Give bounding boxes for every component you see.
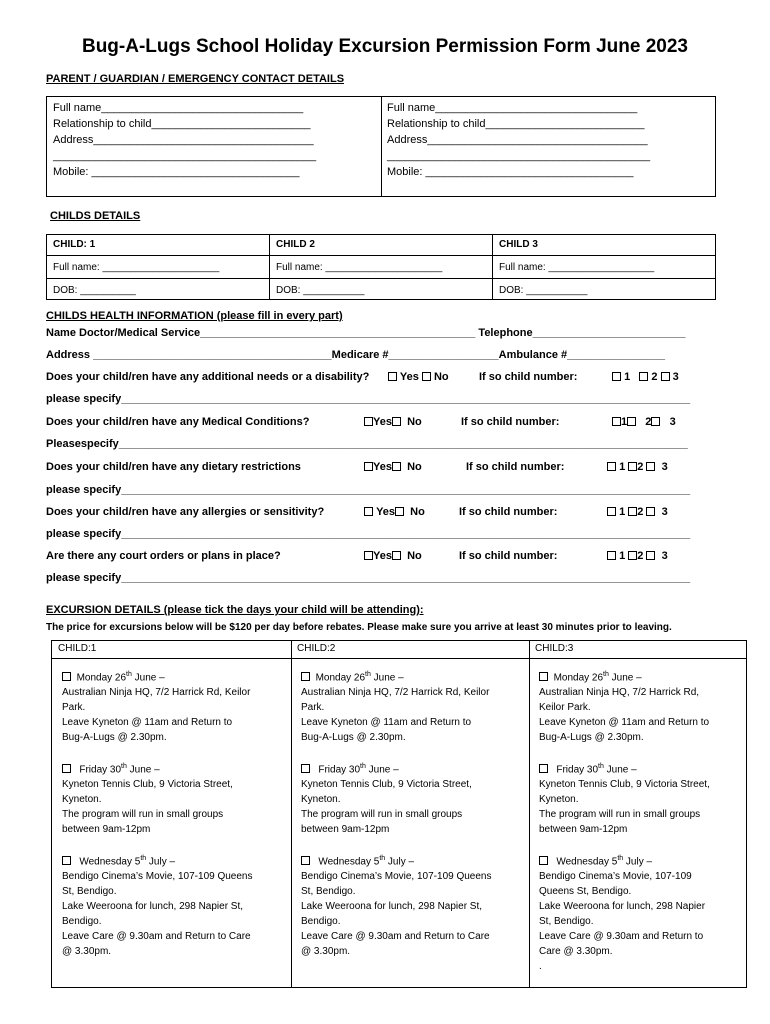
friday-block-child-3: [539, 759, 740, 837]
child-3-label: CHILD 3: [499, 239, 538, 250]
question-3-specify[interactable]: please specify_____________________________________________________________________________________________: [46, 484, 691, 496]
number-label: 2: [637, 461, 644, 473]
friday-line: Kyneton Tennis Club, 9 Victoria Street,: [539, 779, 710, 791]
wednesday-line: St, Bendigo.: [62, 886, 117, 898]
friday-line: The program will run in small groups: [62, 809, 224, 821]
excursion-column-child-3: [529, 641, 746, 987]
ordinal-suffix: th: [379, 855, 386, 862]
parent-left-full-name[interactable]: Full name_________________________________: [53, 102, 304, 114]
monday-line: Australian Ninja HQ, 7/2 Harrick Rd, Keilor: [62, 687, 251, 699]
friday-block-child-2: [301, 759, 523, 837]
question-2-yes-checkbox[interactable]: [364, 417, 373, 426]
friday-checkbox-child-1[interactable]: [62, 764, 71, 773]
question-2-no-checkbox[interactable]: [392, 417, 401, 426]
monday-checkbox-child-3[interactable]: [539, 672, 548, 681]
friday-block-child-1: [62, 759, 285, 837]
wednesday-line: Leave Care @ 9.30am and Return to: [539, 931, 704, 943]
wednesday-day: Wednesday 5: [556, 856, 618, 868]
question-5-yes-no: [364, 550, 422, 562]
ordinal-suffix: th: [598, 763, 604, 770]
excursion-child-3-label: CHILD:3: [535, 643, 574, 654]
yes-label: Yes: [373, 416, 392, 428]
child-3-dob[interactable]: DOB: ___________: [499, 285, 588, 296]
number-label: 2: [637, 550, 644, 562]
friday-line: Kyneton Tennis Club, 9 Victoria Street,: [62, 779, 233, 791]
question-5: Are there any court orders or plans in place?: [46, 550, 281, 562]
question-2: Does your child/ren have any Medical Conditions?: [46, 416, 310, 428]
question-2-specify[interactable]: Pleasespecify_____________________________________________________________________________________________: [46, 438, 688, 450]
yes-label: Yes: [373, 461, 392, 473]
no-label: No: [410, 506, 425, 518]
question-5-child-1-checkbox[interactable]: [607, 551, 616, 560]
friday-line: Kyneton.: [301, 794, 341, 806]
question-4-no-checkbox[interactable]: [395, 507, 404, 516]
child-2-dob[interactable]: DOB: ___________: [276, 285, 365, 296]
child-2-full-name[interactable]: Full name: _____________________: [276, 262, 443, 273]
parent-contact-box: [46, 96, 716, 197]
monday-line: Australian Ninja HQ, 7/2 Harrick Rd,: [539, 687, 700, 699]
friday-month: June –: [365, 764, 399, 776]
monday-line: Park.: [301, 702, 325, 714]
question-1-child-3-checkbox[interactable]: [661, 372, 670, 381]
wednesday-line: St, Bendigo.: [301, 886, 356, 898]
excursion-table: [51, 640, 747, 988]
friday-checkbox-child-2[interactable]: [301, 764, 310, 773]
number-label: 1: [621, 416, 628, 428]
monday-month: June –: [131, 672, 165, 684]
wednesday-line: Bendigo.: [301, 916, 341, 928]
parent-left-column: [53, 100, 316, 180]
monday-line: Bug-A-Lugs @ 2.30pm.: [301, 732, 406, 744]
question-3-child-1-checkbox[interactable]: [607, 462, 616, 471]
excursion-child-2-label: CHILD:2: [297, 643, 336, 654]
monday-line: Leave Kyneton @ 11am and Return to: [62, 717, 233, 729]
question-2-child-numbers: [612, 416, 676, 428]
wednesday-block-child-3: [539, 851, 740, 974]
parent-right-relationship[interactable]: Relationship to child__________________________: [387, 118, 645, 130]
monday-line: Leave Kyneton @ 11am and Return to: [539, 717, 710, 729]
no-label: No: [407, 461, 422, 473]
wednesday-line: Bendigo Cinema’s Movie, 107-109 Queens: [301, 871, 492, 883]
wednesday-day: Wednesday 5: [79, 856, 141, 868]
number-label: 2: [645, 416, 652, 428]
excursion-heading: EXCURSION DETAILS (please tick the days your child will be attending):: [46, 604, 424, 616]
no-label: No: [407, 416, 422, 428]
ordinal-suffix: th: [126, 671, 132, 678]
question-5-child-3-checkbox[interactable]: [646, 551, 655, 560]
question-4-yes-checkbox[interactable]: [364, 507, 373, 516]
friday-day: Friday 30: [318, 764, 361, 776]
monday-checkbox-child-1[interactable]: [62, 672, 71, 681]
question-3-yes-checkbox[interactable]: [364, 462, 373, 471]
friday-month: June –: [603, 764, 637, 776]
ordinal-suffix: th: [140, 855, 147, 862]
question-2-child-2-checkbox[interactable]: [627, 417, 636, 426]
wednesday-checkbox-child-1[interactable]: [62, 856, 71, 865]
number-label: 1: [624, 371, 631, 383]
question-1-if-so: If so child number:: [479, 371, 578, 383]
question-3: Does your child/ren have any dietary restrictions: [46, 461, 301, 473]
question-4-child-2-checkbox[interactable]: [628, 507, 637, 516]
number-label: 3: [661, 550, 668, 562]
monday-line: Bug-A-Lugs @ 2.30pm.: [539, 732, 644, 744]
question-4-child-1-checkbox[interactable]: [607, 507, 616, 516]
monday-line: Park.: [62, 702, 86, 714]
parent-right-address-line-2[interactable]: ___________________________________________: [387, 150, 651, 162]
friday-day: Friday 30: [79, 764, 122, 776]
question-3-child-3-checkbox[interactable]: [646, 462, 655, 471]
wednesday-month: July –: [146, 856, 176, 868]
child-1-label: CHILD: 1: [53, 239, 96, 250]
question-5-yes-checkbox[interactable]: [364, 551, 373, 560]
question-3-no-checkbox[interactable]: [392, 462, 401, 471]
friday-day: Friday 30: [556, 764, 599, 776]
monday-checkbox-child-2[interactable]: [301, 672, 310, 681]
form-title: Bug-A-Lugs School Holiday Excursion Permission Form June 2023: [81, 36, 688, 57]
ordinal-suffix: th: [360, 763, 366, 770]
question-1-specify[interactable]: please specify_____________________________________________________________________________________________: [46, 393, 691, 405]
wednesday-line: @ 3.30pm.: [62, 946, 112, 958]
question-2-child-3-checkbox[interactable]: [651, 417, 660, 426]
friday-line: Kyneton Tennis Club, 9 Victoria Street,: [301, 779, 472, 791]
parent-right-column: [387, 100, 650, 180]
question-5-specify[interactable]: please specify_____________________________________________________________________________________________: [46, 572, 691, 584]
price-note: The price for excursions below will be $120 per day before rebates. Please make sure you arrive at least 30 minutes prior to leaving.: [46, 622, 672, 633]
wednesday-month: July –: [385, 856, 415, 868]
wednesday-block-child-2: [301, 851, 523, 959]
friday-line: Kyneton.: [62, 794, 102, 806]
question-5-child-numbers: [607, 550, 668, 562]
question-3-if-so: If so child number:: [466, 461, 565, 473]
monday-line: Leave Kyneton @ 11am and Return to: [301, 717, 472, 729]
question-2-child-1-checkbox[interactable]: [612, 417, 621, 426]
wednesday-line: Care @ 3.30pm.: [539, 946, 613, 958]
no-label: No: [407, 550, 422, 562]
parent-right-mobile[interactable]: Mobile: __________________________________: [387, 166, 634, 178]
question-1-child-2-checkbox[interactable]: [639, 372, 648, 381]
wednesday-line: Leave Care @ 9.30am and Return to Care: [62, 931, 251, 943]
wednesday-line: Lake Weeroona for lunch, 298 Napier: [539, 901, 706, 913]
question-3-child-numbers: [607, 461, 668, 473]
question-4-child-3-checkbox[interactable]: [646, 507, 655, 516]
wednesday-block-child-1: [62, 851, 285, 959]
doctor-line[interactable]: Name Doctor/Medical Service_____________________________________________ Telephone_________________________: [46, 327, 686, 339]
question-4-yes-no: [364, 506, 425, 518]
question-1-yes-no: [388, 371, 449, 383]
question-1: Does your child/ren have any additional needs or a disability?: [46, 371, 370, 383]
childs-details-table: [46, 234, 716, 300]
monday-line: Bug-A-Lugs @ 2.30pm.: [62, 732, 167, 744]
number-label: 3: [672, 371, 679, 383]
question-2-yes-no: [364, 416, 422, 428]
number-label: 1: [619, 461, 626, 473]
monday-line: Keilor Park.: [539, 702, 591, 714]
excursion-column-child-1: [52, 641, 291, 987]
excursion-child-1-label: CHILD:1: [58, 643, 97, 654]
monday-block-child-2: [301, 667, 523, 745]
friday-line: between 9am-12pm: [539, 824, 628, 836]
wednesday-line: Lake Weeroona for lunch, 298 Napier St,: [62, 901, 244, 913]
friday-line: Kyneton.: [539, 794, 579, 806]
monday-day: Monday 26: [315, 672, 366, 684]
monday-month: June –: [370, 672, 404, 684]
childs-details-heading: CHILDS DETAILS: [50, 210, 141, 222]
number-label: 1: [619, 550, 626, 562]
wednesday-line: Bendigo Cinema’s Movie, 107-109 Queens: [62, 871, 253, 883]
question-2-if-so: If so child number:: [461, 416, 560, 428]
parent-left-mobile[interactable]: Mobile: __________________________________: [53, 166, 300, 178]
monday-day: Monday 26: [76, 672, 127, 684]
number-label: 2: [651, 371, 658, 383]
number-label: 1: [619, 506, 626, 518]
wednesday-line: Queens St, Bendigo.: [539, 886, 632, 898]
question-5-no-checkbox[interactable]: [392, 551, 401, 560]
ordinal-suffix: th: [121, 763, 127, 770]
wednesday-line: Leave Care @ 9.30am and Return to Care: [301, 931, 490, 943]
parent-left-relationship[interactable]: Relationship to child__________________________: [53, 118, 311, 130]
child-1-full-name[interactable]: Full name: _____________________: [53, 262, 220, 273]
wednesday-line: Bendigo.: [62, 916, 102, 928]
parent-left-address-line-2[interactable]: ___________________________________________: [53, 150, 317, 162]
number-label: 2: [637, 506, 644, 518]
parent-section-heading: PARENT / GUARDIAN / EMERGENCY CONTACT DETAILS: [46, 73, 345, 85]
wednesday-line: St, Bendigo.: [539, 916, 594, 928]
wednesday-line: .: [539, 961, 542, 973]
question-1-child-1-checkbox[interactable]: [612, 372, 621, 381]
child-1-dob[interactable]: DOB: __________: [53, 285, 136, 296]
wednesday-day: Wednesday 5: [318, 856, 380, 868]
excursion-column-child-2: [291, 641, 529, 987]
parent-right-full-name[interactable]: Full name_________________________________: [387, 102, 638, 114]
monday-day: Monday 26: [553, 672, 604, 684]
monday-block-child-3: [539, 667, 740, 745]
child-3-full-name[interactable]: Full name: ___________________: [499, 262, 655, 273]
friday-checkbox-child-3[interactable]: [539, 764, 548, 773]
number-label: 3: [661, 506, 668, 518]
yes-label: Yes: [399, 371, 419, 383]
friday-line: The program will run in small groups: [301, 809, 463, 821]
wednesday-line: Bendigo Cinema’s Movie, 107-109: [539, 871, 692, 883]
question-1-yes-checkbox[interactable]: [388, 372, 397, 381]
yes-label: Yes: [376, 506, 396, 518]
question-4-if-so: If so child number:: [459, 506, 558, 518]
number-label: 3: [661, 461, 668, 473]
wednesday-checkbox-child-3[interactable]: [539, 856, 548, 865]
friday-line: between 9am-12pm: [62, 824, 151, 836]
question-4: Does your child/ren have any allergies or sensitivity?: [46, 506, 325, 518]
number-label: 3: [669, 416, 676, 428]
no-label: No: [433, 371, 449, 383]
question-3-yes-no: [364, 461, 422, 473]
monday-month: June –: [608, 672, 642, 684]
question-4-child-numbers: [607, 506, 668, 518]
ordinal-suffix: th: [365, 671, 371, 678]
monday-line: Australian Ninja HQ, 7/2 Harrick Rd, Keilor: [301, 687, 490, 699]
child-2-label: CHILD 2: [276, 239, 315, 250]
address-medicare-line[interactable]: Address _______________________________________Medicare #__________________Ambulance #________________: [46, 349, 665, 361]
question-1-child-numbers: [612, 371, 679, 383]
monday-block-child-1: [62, 667, 285, 745]
wednesday-checkbox-child-2[interactable]: [301, 856, 310, 865]
wednesday-line: @ 3.30pm.: [301, 946, 351, 958]
ordinal-suffix: th: [603, 671, 609, 678]
question-1-no-checkbox[interactable]: [422, 372, 431, 381]
health-heading: CHILDS HEALTH INFORMATION (please fill in every part): [46, 310, 343, 322]
friday-line: The program will run in small groups: [539, 809, 701, 821]
wednesday-month: July –: [623, 856, 653, 868]
question-5-if-so: If so child number:: [459, 550, 558, 562]
friday-line: between 9am-12pm: [301, 824, 390, 836]
yes-label: Yes: [373, 550, 392, 562]
question-3-child-2-checkbox[interactable]: [628, 462, 637, 471]
ordinal-suffix: th: [617, 855, 624, 862]
wednesday-line: Lake Weeroona for lunch, 298 Napier St,: [301, 901, 483, 913]
question-4-specify[interactable]: please specify_____________________________________________________________________________________________: [46, 528, 691, 540]
parent-left-address[interactable]: Address____________________________________: [53, 134, 314, 146]
parent-right-address[interactable]: Address____________________________________: [387, 134, 648, 146]
friday-month: June –: [126, 764, 160, 776]
question-5-child-2-checkbox[interactable]: [628, 551, 637, 560]
